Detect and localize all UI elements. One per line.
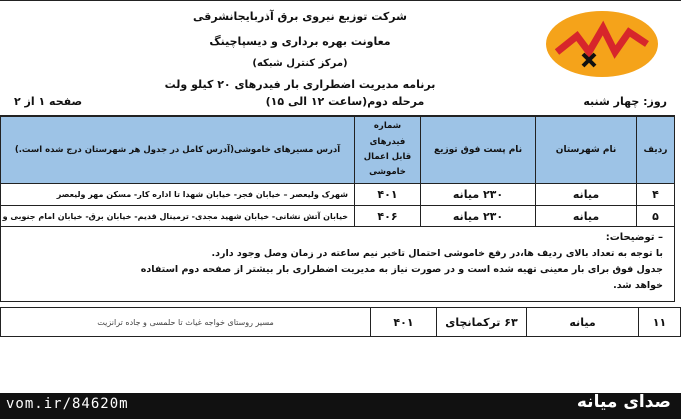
notes-line-1: با توجه به تعداد بالای ردیف ها،در رفع خاموشی احتمال تاخیر نیم ساعته در زمان وصل وجود دارد. xyxy=(211,248,663,259)
row-city: میانه xyxy=(572,188,600,201)
row-number: ۴ xyxy=(652,188,659,201)
notes-line-2: جدول فوق برای بار معینی تهیه شده است و در صورت نیاز به مدیریت اضطراری بار بیشتر از صفحه دوم استفاده xyxy=(140,264,663,275)
program-title: برنامه مدیریت اضطراری بار فیدرهای ۲۰ کیلو ولت xyxy=(164,78,436,91)
row-address: خیابان آتش نشانی- خیابان شهید مجدی- ترمینال قدیم- خیابان برق- خیابان امام جنوبی و xyxy=(2,211,348,221)
extra-row-substation: ۶۳ ترکمانچای xyxy=(445,315,518,329)
header-feeder-line2: قابل اعمال xyxy=(363,152,412,162)
row-number: ۵ xyxy=(652,209,659,223)
row-feeder: ۴۰۶ xyxy=(377,209,398,223)
extra-row-bottom-line xyxy=(0,336,681,337)
notes-title: – توضیحات: xyxy=(605,232,663,243)
notes-line-3: خواهد شد. xyxy=(613,280,663,291)
header-substation: نام پست فوق توزیع xyxy=(433,145,523,155)
watermark-site: vom.ir/84620m xyxy=(6,396,129,412)
header-address: آدرس مسیرهای خاموشی(آدرس کامل در جدول هر شهرستان درج شده است.) xyxy=(14,145,341,155)
notes-left-border xyxy=(0,226,1,302)
header-feeder-line3: خاموشی xyxy=(369,167,406,178)
rows-bottom-line xyxy=(0,226,675,227)
extra-row-address: مسیر روستای خواجه غیاث تا حلمسی و جاده ترانزیت xyxy=(97,317,274,327)
extra-row-number: ۱۱ xyxy=(652,315,667,329)
stage-label: مرحله دوم(ساعت ۱۲ الی ۱۵) xyxy=(265,95,425,108)
page-number: صفحه ۱ از ۲ xyxy=(14,95,83,108)
row-city: میانه xyxy=(572,209,600,223)
top-border xyxy=(0,0,681,1)
header-row-number: ردیف xyxy=(643,145,668,155)
deputy-name: معاونت بهره برداری و دیسپاچینگ xyxy=(209,35,391,48)
company-logo-icon xyxy=(543,8,661,80)
watermark-brand: صدای میانه xyxy=(576,392,671,412)
extra-row-feeder: ۴۰۱ xyxy=(393,315,414,329)
row-substation: ۲۳۰ میانه xyxy=(452,209,504,223)
header-feeder xyxy=(355,117,420,183)
notes-bottom-line xyxy=(0,301,675,302)
row-substation: ۲۳۰ میانه xyxy=(452,188,504,201)
row-feeder: ۴۰۱ xyxy=(377,188,398,201)
header-city: نام شهرستان xyxy=(555,145,617,155)
extra-row-city: میانه xyxy=(569,315,596,329)
table-right-border xyxy=(674,115,675,302)
center-name: (مرکز کنترل شبکه) xyxy=(252,58,348,69)
day-label: روز: چهار شنبه xyxy=(583,95,667,108)
header-feeder-line1: شماره فیدرهای xyxy=(369,121,406,147)
company-name: شرکت توزیع نیروی برق آذربایجانشرقی xyxy=(193,10,407,23)
row-address: شهرک ولیعصر – خیابان فجر- خیابان شهدا تا اداره کار- مسکن مهر ولیعصر xyxy=(56,190,348,199)
